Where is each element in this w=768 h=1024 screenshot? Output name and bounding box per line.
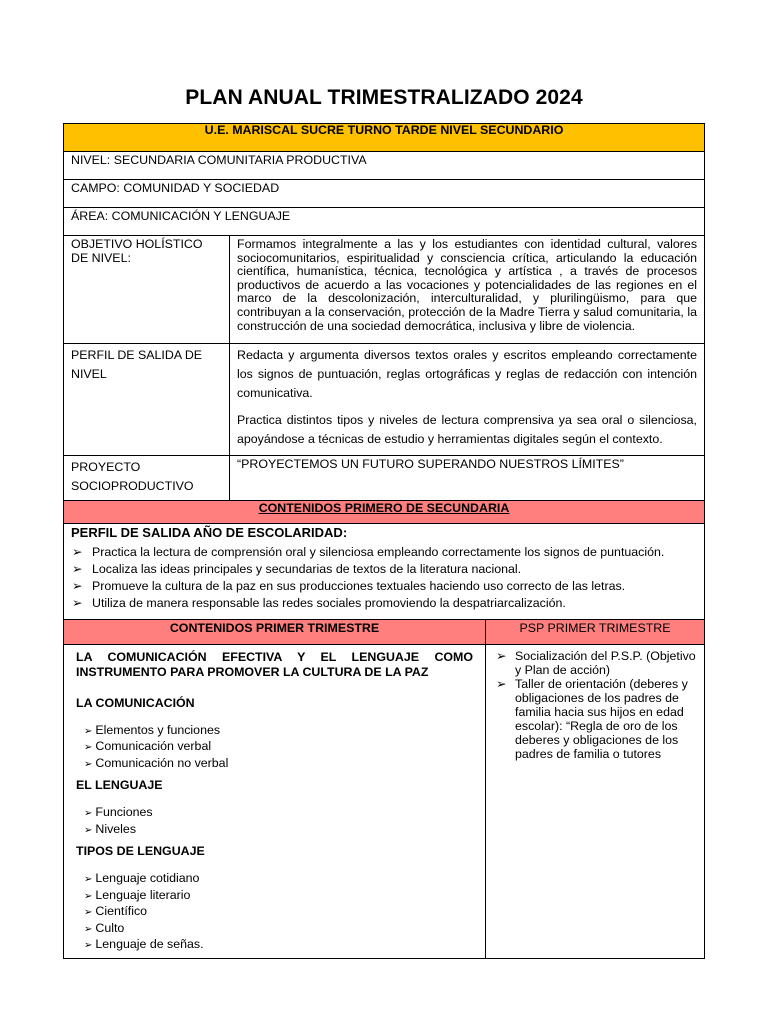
perfil-anio-item-text: Utiliza de manera responsable las redes sociales promoviendo la despatriarcalización. <box>92 595 566 610</box>
arrow-bullet-icon: ➢ <box>84 907 93 919</box>
checkmark-bullet-icon: ➢ <box>72 544 83 559</box>
objetivo-label: OBJETIVO HOLÍSTICO DE NIVEL: <box>64 236 230 344</box>
section-item-text: Científico <box>95 904 148 919</box>
section-item-text: Comunicación verbal <box>95 739 212 754</box>
psp-item-text: Taller de orientación (deberes y obligaciones de los padres de familia hacia sus hijos en edad escolar): “Regla de oro de los deberes y obligaciones de los padres de familia o tutores <box>515 676 688 761</box>
section-item <box>84 871 473 888</box>
arrow-bullet-icon: ➢ <box>84 808 93 820</box>
perfil-anio-item <box>71 595 697 612</box>
arrow-bullet-icon: ➢ <box>84 824 93 836</box>
perfil-anio-title: PERFIL DE SALIDA AÑO DE ESCOLARIDAD: <box>71 525 348 541</box>
psp-list <box>494 649 697 761</box>
checkmark-bullet-icon: ➢ <box>72 595 83 610</box>
section-item <box>84 822 473 839</box>
section-item-text: Lenguaje cotidiano <box>95 871 200 886</box>
psp-item <box>494 649 697 677</box>
perfil-salida-label: PERFIL DE SALIDA DE NIVEL <box>64 344 230 456</box>
main-heading: LA COMUNICACIÓN EFECTIVA Y EL LENGUAJE COMO INSTRUMENTO PARA PROMOVER LA CULTURA DE LA PAZ <box>76 649 473 679</box>
document-title: PLAN ANUAL TRIMESTRALIZADO 2024 <box>185 86 583 109</box>
section-item <box>84 739 473 756</box>
section-list <box>76 805 473 838</box>
section-item <box>84 756 473 773</box>
arrow-bullet-icon: ➢ <box>84 725 93 737</box>
proyecto-text: “PROYECTEMOS UN FUTURO SUPERANDO NUESTROS LÍMITES” <box>230 456 705 501</box>
section-item <box>84 723 473 740</box>
section-item <box>84 888 473 905</box>
perfil-anio-item-text: Promueve la cultura de la paz en sus producciones textuales haciendo uso correcto de las letras. <box>92 578 626 593</box>
arrow-bullet-icon: ➢ <box>84 758 93 770</box>
section-item-text: Culto <box>95 920 125 935</box>
objetivo-text: Formamos integralmente a las y los estudiantes con identidad cultural, valores sociocomunitarios, espiritualidad y consciencia crítica, articulando la educación científica, humanística, técnica, tecnológica y artística , a través de procesos productivos de acuerdo a las vocaciones y potencialidades de las regiones en el marco de la descolonización, interculturalidad, y plurilingüismo, para que contribuyan a la conservación, protección de la Madre Tierra y salud comunitaria, la construcción de una sociedad democrática, inclusiva y libre de violencia. <box>230 236 705 344</box>
section-heading: EL LENGUAJE <box>76 778 163 793</box>
arrow-bullet-icon: ➢ <box>84 742 93 754</box>
perfil-salida-text <box>230 344 705 456</box>
perfil-anio-item-text: Practica la lectura de comprensión oral y silenciosa empleando correctamente los signos de puntuación. <box>92 544 665 559</box>
perfil-salida-p2: Practica distintos tipos y niveles de lectura comprensiva ya sea oral o silenciosa, apoyándose a técnicas de estudio y herramientas digitales según el contexto. <box>237 413 698 447</box>
plan-table-top <box>63 123 705 620</box>
contenidos-primero-header: CONTENIDOS PRIMERO DE SECUNDARIA <box>64 501 705 524</box>
section-item-text: Elementos y funciones <box>95 722 221 737</box>
contenidos-trimestre-header: CONTENIDOS PRIMER TRIMESTRE <box>64 619 486 644</box>
section-item-text: Lenguaje literario <box>95 887 191 902</box>
section-heading: LA COMUNICACIÓN <box>76 695 195 710</box>
psp-item-text: Socialización del P.S.P. (Objetivo y Plan de acción) <box>515 648 696 677</box>
area-row: ÁREA: COMUNICACIÓN Y LENGUAJE <box>64 208 705 236</box>
checkmark-bullet-icon: ➢ <box>496 676 507 691</box>
perfil-salida-p1: Redacta y argumenta diversos textos orales y escritos empleando correctamente los signos de puntuación, reglas ortográficas y reglas de redacción con intención comunicativa. <box>237 348 698 401</box>
section-heading: TIPOS DE LENGUAJE <box>76 844 205 859</box>
proyecto-label: PROYECTO SOCIOPRODUCTIVO <box>64 456 230 501</box>
perfil-anio-item <box>71 561 697 578</box>
contenidos-sections <box>76 696 473 954</box>
checkmark-bullet-icon: ➢ <box>496 648 507 663</box>
psp-item <box>494 677 697 761</box>
section-item-text: Niveles <box>95 821 137 836</box>
checkmark-bullet-icon: ➢ <box>72 561 83 576</box>
section-list <box>76 871 473 954</box>
section-item-text: Comunicación no verbal <box>95 755 229 770</box>
arrow-bullet-icon: ➢ <box>84 890 93 902</box>
plan-document <box>63 123 704 959</box>
perfil-anio-item <box>71 578 697 595</box>
checkmark-bullet-icon: ➢ <box>72 578 83 593</box>
section-item <box>84 937 473 954</box>
school-header: U.E. MARISCAL SUCRE TURNO TARDE NIVEL SECUNDARIO <box>64 124 705 152</box>
nivel-row: NIVEL: SECUNDARIA COMUNITARIA PRODUCTIVA <box>64 152 705 180</box>
campo-row: CAMPO: COMUNIDAD Y SOCIEDAD <box>64 180 705 208</box>
plan-table-trimestre <box>63 619 705 959</box>
perfil-anio-cell <box>64 524 705 620</box>
psp-trimestre-cell <box>486 644 705 958</box>
section-item <box>84 921 473 938</box>
arrow-bullet-icon: ➢ <box>84 923 93 935</box>
arrow-bullet-icon: ➢ <box>84 940 93 952</box>
section-item <box>84 904 473 921</box>
section-item-text: Funciones <box>95 805 153 820</box>
psp-trimestre-header: PSP PRIMER TRIMESTRE <box>486 619 705 644</box>
perfil-anio-item <box>71 544 697 561</box>
perfil-anio-item-text: Localiza las ideas principales y secundarias de textos de la literatura nacional. <box>92 561 522 576</box>
section-item-text: Lenguaje de señas. <box>95 937 204 952</box>
contenidos-trimestre-cell <box>64 644 486 958</box>
section-list <box>76 723 473 773</box>
section-item <box>84 805 473 822</box>
perfil-anio-list <box>71 544 697 612</box>
arrow-bullet-icon: ➢ <box>84 874 93 886</box>
